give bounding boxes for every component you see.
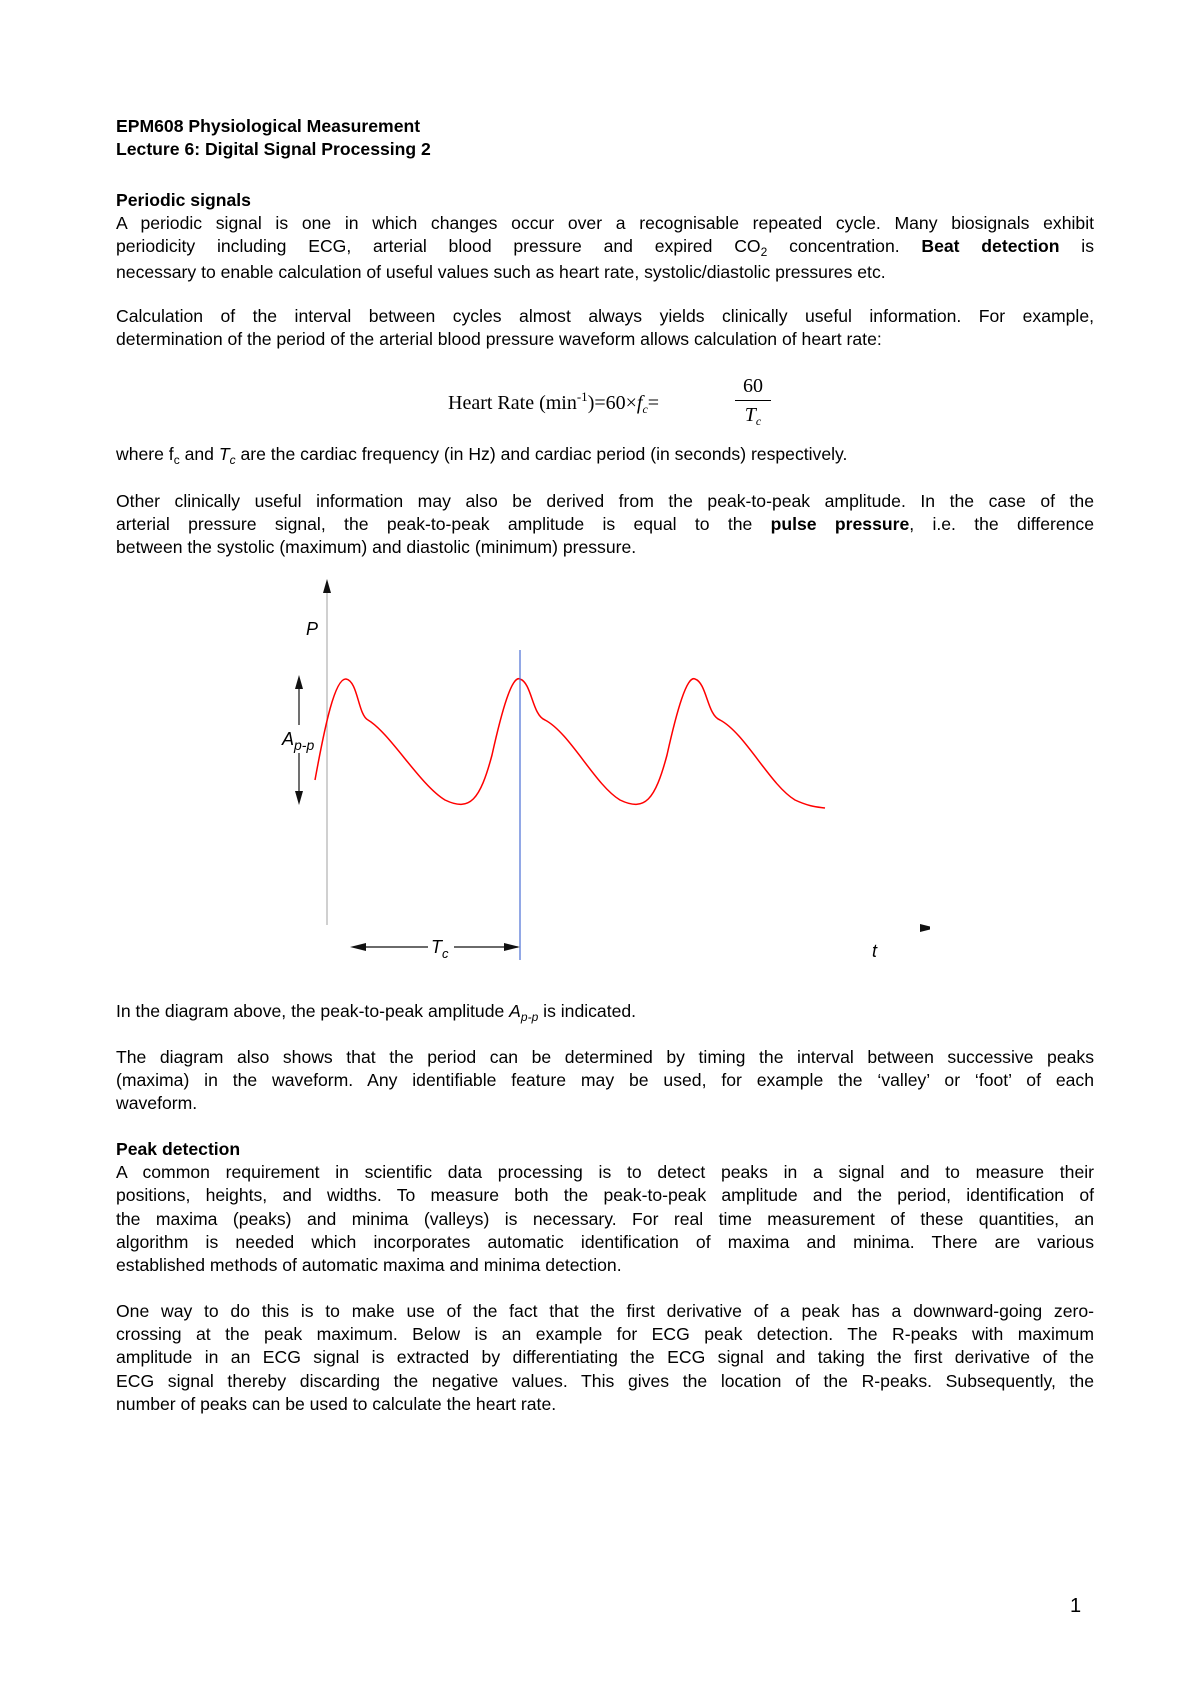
paragraph-line xyxy=(116,1000,1094,1025)
paragraph-interval xyxy=(116,305,1094,351)
paragraph-period-note xyxy=(116,1046,1094,1116)
paragraph-where xyxy=(116,443,1094,468)
bold-term-pulse-pressure: pulse pressure xyxy=(770,514,910,535)
text-run: where f xyxy=(116,444,174,464)
subscript: c xyxy=(755,414,762,428)
text-run: arterial pressure signal, the peak-to-peak amplitude is equal to the xyxy=(116,514,771,535)
text-run: )=60× xyxy=(587,392,637,414)
section-heading-periodic: Periodic signals xyxy=(116,190,251,210)
paragraph-line: the maxima (peaks) and minima (valleys) is necessary. For real time measurement of these quantities, an xyxy=(116,1208,1094,1229)
pressure-waveform xyxy=(315,679,825,808)
subscript: c xyxy=(173,453,180,467)
paragraph-line xyxy=(116,443,1094,468)
text-run: , i.e. the difference xyxy=(909,514,1094,535)
paragraph-line: necessary to enable calculation of useful values such as heart rate, systolic/diastolic pressures etc. xyxy=(116,261,886,282)
paragraph-line: number of peaks can be used to calculate the heart rate. xyxy=(116,1393,557,1414)
x-axis-arrowhead xyxy=(920,924,930,932)
period-label-main: T xyxy=(431,937,442,957)
lecture-title: Lecture 6: Digital Signal Processing 2 xyxy=(116,139,431,160)
paragraph-line: ECG signal thereby discarding the negative values. This gives the location of the R-peaks. Subsequently, the xyxy=(116,1370,1094,1391)
superscript: -1 xyxy=(576,389,588,404)
paragraph-line: amplitude in an ECG signal is extracted by differentiating the ECG signal and taking the first derivative of the xyxy=(116,1347,1094,1368)
paragraph-derivative xyxy=(116,1300,1094,1416)
period-label-sub: c xyxy=(442,946,449,961)
amplitude-arrowhead-up xyxy=(295,675,303,689)
period-arrowhead-right xyxy=(504,943,520,951)
formula-fraction xyxy=(733,374,773,429)
paragraph-peak-to-peak xyxy=(116,490,1094,560)
amplitude-label-sub: p-p xyxy=(294,737,315,753)
paragraph-line: (maxima) in the waveform. Any identifiable feature may be used, for example the ‘valley’ or ‘foot’ of each xyxy=(116,1070,1094,1091)
text-run: = xyxy=(647,392,660,414)
section-heading-peak: Peak detection xyxy=(116,1139,241,1159)
fraction-bar xyxy=(735,400,771,401)
text-run: Heart Rate (min xyxy=(448,392,577,414)
x-axis-label: t xyxy=(872,941,878,961)
paragraph-line: Other clinically useful information may also be derived from the peak-to-peak amplitude. In the case of the xyxy=(116,491,1094,511)
paragraph-line xyxy=(116,513,1094,536)
amplitude-arrowhead-down xyxy=(295,791,303,805)
text-run: concentration. xyxy=(767,236,922,257)
document-header xyxy=(116,115,1094,161)
paragraph-line: A common requirement in scientific data processing is to detect peaks in a signal and to measure their xyxy=(116,1162,1094,1183)
paragraph-line: One way to do this is to make use of the fact that the first derivative of a peak has a downward-going zero- xyxy=(116,1301,1094,1321)
paragraph-amplitude-note xyxy=(116,1000,1094,1025)
text-run: is indicated. xyxy=(538,1001,637,1021)
paragraph-line: algorithm is needed which incorporates automatic identification of maxima and minima. There are various xyxy=(116,1231,1094,1252)
course-title: EPM608 Physiological Measurement xyxy=(116,116,421,136)
text-run: T xyxy=(744,404,756,426)
text-run: In the diagram above, the peak-to-peak amplitude xyxy=(116,1001,510,1021)
y-axis-label: P xyxy=(306,619,319,639)
symbol-fc: f xyxy=(636,392,643,414)
peak-section xyxy=(116,1138,1094,1277)
pressure-waveform-diagram xyxy=(270,575,930,980)
periodic-section xyxy=(116,189,1094,284)
symbol-tc: T xyxy=(218,444,230,464)
subscript: p-p xyxy=(520,1010,539,1024)
subscript: c xyxy=(642,402,648,416)
paragraph-line: Calculation of the interval between cycles almost always yields clinically useful information. For example, xyxy=(116,306,1094,326)
period-arrowhead-left xyxy=(350,943,366,951)
text-run: and xyxy=(179,444,219,464)
text-run: periodicity including ECG, arterial blood pressure and expired CO xyxy=(116,236,761,257)
paragraph-line: established methods of automatic maxima and minima detection. xyxy=(116,1255,622,1276)
paragraph-line: between the systolic (maximum) and diastolic (minimum) pressure. xyxy=(116,537,637,558)
paragraph-line: crossing at the peak maximum. Below is an example for ECG peak detection. The R-peaks with maximum xyxy=(116,1324,1094,1345)
formula-lhs xyxy=(448,389,660,416)
subscript: c xyxy=(229,453,236,467)
symbol-app: A xyxy=(509,1001,521,1021)
paragraph-line: determination of the period of the arterial blood pressure waveform allows calculation of heart rate: xyxy=(116,329,882,350)
y-axis-arrowhead xyxy=(323,579,331,593)
heart-rate-formula xyxy=(448,374,808,444)
paragraph-line: A periodic signal is one in which changes occur over a recognisable repeated cycle. Many biosignals exhibit xyxy=(116,213,1094,234)
fraction-denominator xyxy=(733,403,773,429)
fraction-numerator: 60 xyxy=(743,375,763,397)
subscript: 2 xyxy=(760,245,768,260)
paragraph-line: waveform. xyxy=(116,1093,198,1114)
text-run: is xyxy=(1059,236,1094,257)
text-run: are the cardiac frequency (in Hz) and cardiac period (in seconds) respectively. xyxy=(235,444,848,464)
amplitude-label-main: A xyxy=(282,729,295,749)
bold-term-beat-detection: Beat detection xyxy=(921,236,1060,257)
paragraph-line: The diagram also shows that the period can be determined by timing the interval between successive peaks xyxy=(116,1047,1094,1067)
page-number: 1 xyxy=(1070,1595,1082,1617)
paragraph-line: positions, heights, and widths. To measure both the peak-to-peak amplitude and the period, identification of xyxy=(116,1185,1094,1206)
paragraph-line xyxy=(116,235,1094,260)
